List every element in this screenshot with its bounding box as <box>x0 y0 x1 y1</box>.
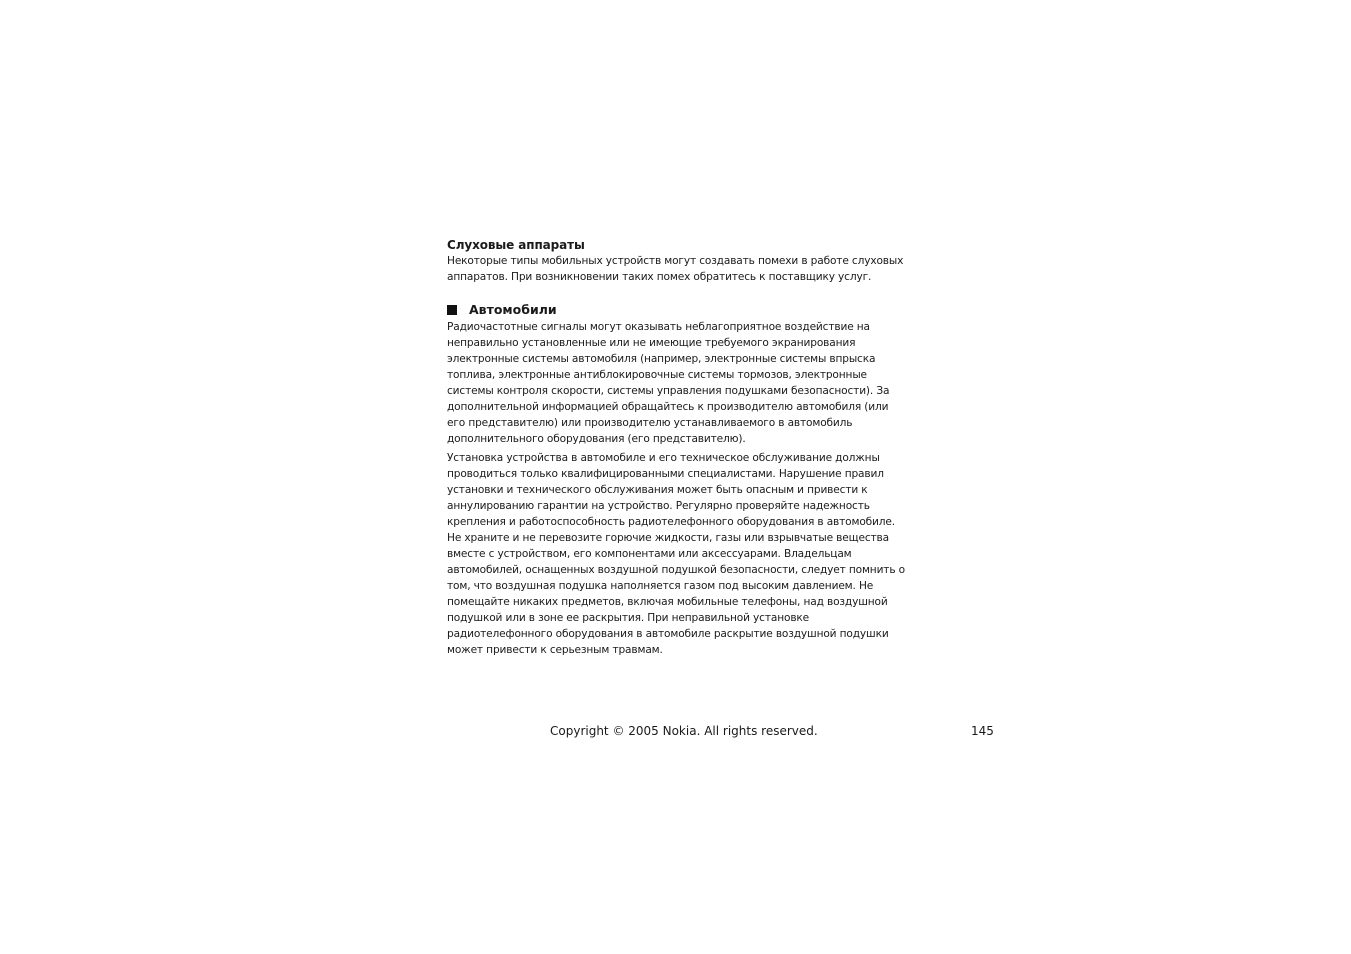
vehicles-heading: Автомобили <box>469 302 557 317</box>
vehicles-paragraph-1: Радиочастотные сигналы могут оказывать неблагоприятное воздействие на неправильно установленные или не имеющие требуемого экранирования электронные системы автомобиля (например, электронные системы впрыска топлива, электронные антиблокировочные системы тормозов, электронные системы контроля скорости, системы управления подушками безопасности). За дополнительной информацией обращайтесь к производителю автомобиля (или его представителю) или производителю устанавливаемого в автомобиль дополнительного оборудования (его представителю). <box>447 321 890 445</box>
footer-copyright: Copyright © 2005 Nokia. All rights reserved. <box>550 724 818 738</box>
square-bullet-icon <box>447 305 457 315</box>
page-content <box>447 237 907 658</box>
vehicles-paragraph-2: Установка устройства в автомобиле и его техническое обслуживание должны проводиться только квалифицированными специалистами. Нарушение правил установки и технического обслуживания может быть опасным и привести к аннулированию гарантии на устройство. Регулярно проверяйте надежность крепления и работоспособность радиотелефонного оборудования в автомобиле. Не храните и не перевозите горючие жидкости, газы или взрывчатые вещества вместе с устройством, его компонентами или аксессуарами. Владельцам автомобилей, оснащенных воздушной подушкой безопасности, следует помнить о том, что воздушная подушка наполняется газом под высоким давлением. Не помещайте никаких предметов, включая мобильные телефоны, над воздушной подушкой или в зоне ее раскрытия. При неправильной установке радиотелефонного оборудования в автомобиле раскрытие воздушной подушки может привести к серьезным травмам. <box>447 452 905 656</box>
hearing-aids-text: Некоторые типы мобильных устройств могут создавать помехи в работе слуховых аппаратов. При возникновении таких помех обратитесь к поставщику услуг. <box>447 255 904 283</box>
hearing-aids-heading: Слуховые аппараты <box>447 238 585 252</box>
vehicles-section-heading <box>447 302 907 318</box>
page-number: 145 <box>971 724 994 738</box>
